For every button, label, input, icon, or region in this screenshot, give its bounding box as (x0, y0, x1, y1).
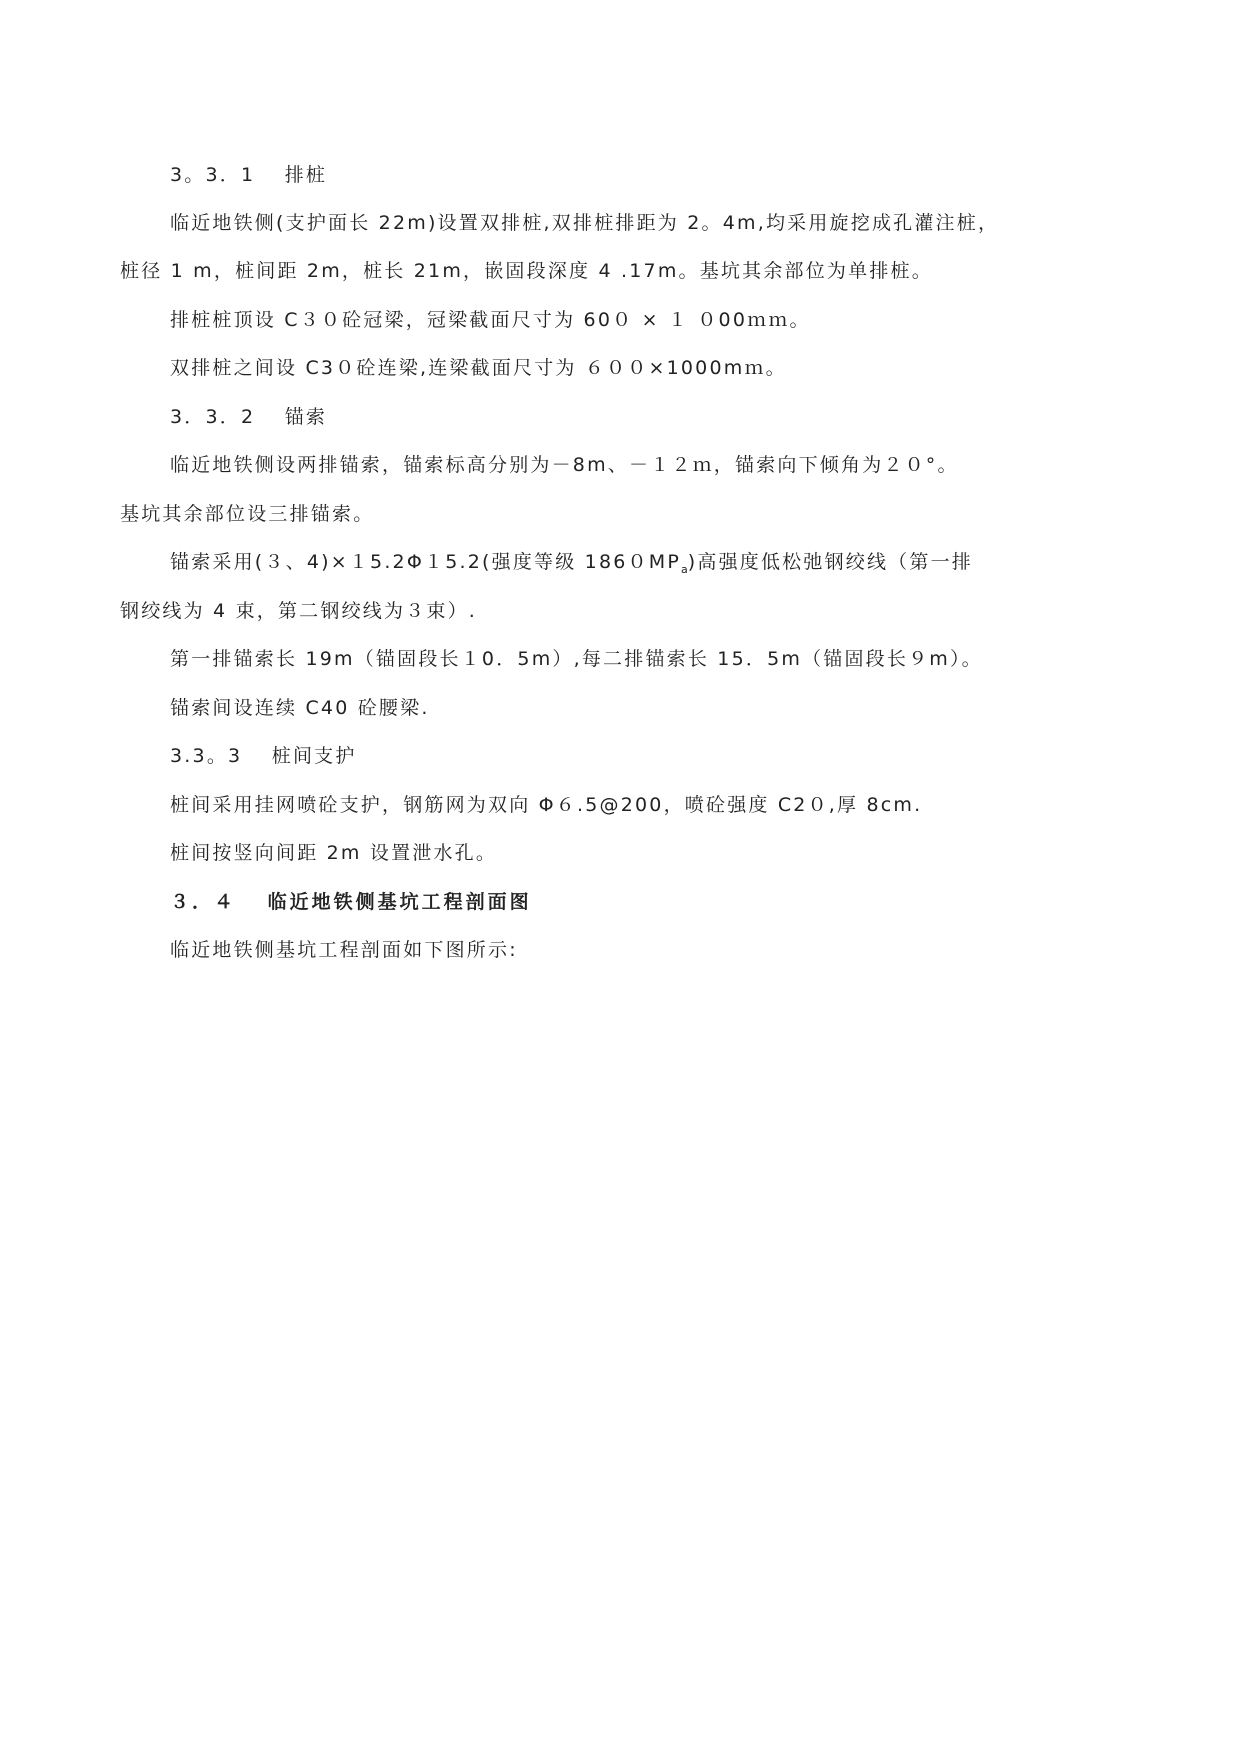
paragraph-strand-spec-line-1 (170, 550, 973, 582)
paragraph-anchor-length: 第一排锚索长 19m（锚固段长１0．5m）,每二排锚索长 15．5m（锚固段长９m）。 (170, 648, 983, 670)
paragraph-double-row-piles-line-2: 桩径 1 m，桩间距 2m，桩长 21m，嵌固段深度 4 .17m。基坑其余部位为单排桩。 (120, 260, 933, 282)
strand-spec-text-a: 锚索采用(３、4)×１5.2Φ１5.2(强度等级 186０MP (170, 551, 681, 573)
paragraph-strand-spec-line-2: 钢绞线为 4 束，第二钢绞线为３束）. (120, 600, 478, 622)
section-heading-3-4: ３．４ 临近地铁侧基坑工程剖面图 (170, 891, 532, 913)
paragraph-waist-beam: 锚索间设连续 C40 砼腰梁. (170, 697, 430, 719)
paragraph-section-figure-intro: 临近地铁侧基坑工程剖面如下图所示: (170, 939, 518, 961)
strand-spec-unit-subscript: a (681, 562, 688, 576)
section-heading-3-3-2: 3．3．2 锚索 (170, 406, 328, 428)
paragraph-crown-beam: 排桩桩顶设 C３０砼冠梁，冠梁截面尺寸为 60０ × １ ０00ｍｍ。 (170, 309, 811, 331)
paragraph-anchor-cables-line-1: 临近地铁侧设两排锚索，锚索标高分别为－8m、－１２ｍ，锚索向下倾角为２０°。 (170, 454, 959, 476)
section-heading-3-3-3: 3.3。3 桩间支护 (170, 745, 357, 767)
paragraph-drain-holes: 桩间按竖向间距 2m 设置泄水孔。 (170, 842, 498, 864)
section-heading-3-3-1: 3。3．1 排桩 (170, 164, 328, 186)
paragraph-mesh-shotcrete: 桩间采用挂网喷砼支护，钢筋网为双向 Φ６.5@200，喷砼强度 C2０,厚 8cm. (170, 794, 923, 816)
strand-spec-text-b: )高强度低松弛钢绞线（第一排 (687, 551, 973, 573)
paragraph-connecting-beam: 双排桩之间设 C3０砼连梁,连梁截面尺寸为 ６００×1000mｍ。 (170, 357, 787, 379)
paragraph-double-row-piles-line-1: 临近地铁侧(支护面长 22m)设置双排桩,双排桩排距为 2。4m,均采用旋挖成孔灌注桩， (170, 212, 1000, 234)
paragraph-anchor-cables-line-2: 基坑其余部位设三排锚索。 (120, 503, 375, 525)
